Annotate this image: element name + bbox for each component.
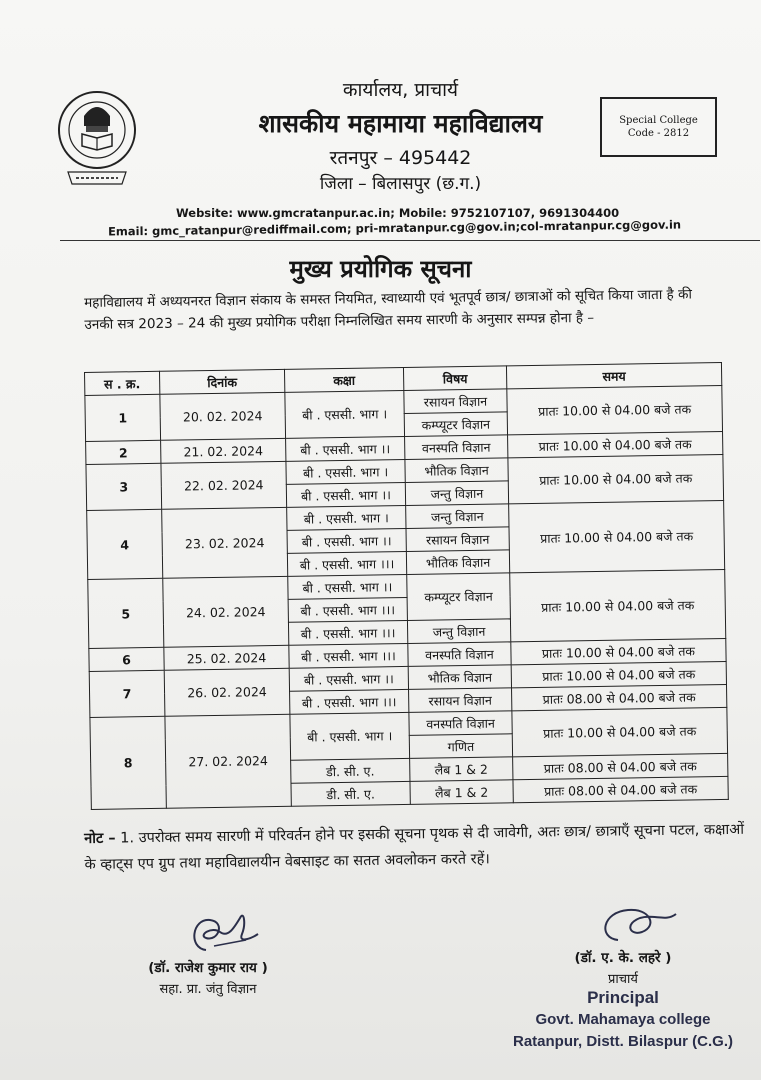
cell-time: प्रातः 10.00 से 04.00 बजे तक xyxy=(511,638,726,664)
cell-date: 24. 02. 2024 xyxy=(163,576,289,647)
cell-date: 27. 02. 2024 xyxy=(165,714,291,808)
cell-subject: जन्तु विज्ञान xyxy=(405,481,508,506)
cell-subject: भौतिक विज्ञान xyxy=(406,550,509,575)
note-text: 1. उपरोक्त समय सारणी में परिवर्तन होने पर इसकी सूचना पृथक से दी जावेगी, अतः छात्र/ छात्राएँ सूचना पटल, कक्षाओं के व्हाट्स एप ग्रुप तथा महाविद्यालयीन वेबसाइट का सतत अवलोकन करते रहें। xyxy=(84,821,745,873)
cell-class: बी . एससी. भाग ।। xyxy=(286,436,405,461)
cell-subject: जन्तु विज्ञान xyxy=(407,619,510,644)
email-line: Email: gmc_ratanpur@rediffmail.com; pri-mratanpur.cg@gov.in;col-mratanpur.cg@gov.in xyxy=(107,217,682,239)
cell-class: बी . एससी. भाग । xyxy=(290,712,410,760)
right-signatory-designation: प्राचार्य xyxy=(608,972,638,987)
cell-subject: जन्तु विज्ञान xyxy=(406,504,509,529)
cell-subject: रसायन विज्ञान xyxy=(404,389,507,414)
cell-subject: कम्प्यूटर विज्ञान xyxy=(407,573,511,621)
header-subject: विषय xyxy=(403,366,506,391)
schedule-table xyxy=(84,362,729,810)
cell-date: 20. 02. 2024 xyxy=(160,392,286,440)
cell-class: बी . एससी. भाग ।।। xyxy=(290,689,409,714)
college-code-box xyxy=(600,97,717,157)
cell-date: 22. 02. 2024 xyxy=(161,461,287,509)
header-time: समय xyxy=(506,362,721,388)
header-divider xyxy=(60,240,760,241)
signature-block-left xyxy=(118,898,298,997)
cell-time: प्रातः 10.00 से 04.00 बजे तक xyxy=(509,500,725,572)
notice-intro: महाविद्यालय में अध्ययनरत विज्ञान संकाय के समस्त नियमित, स्वाध्यायी एवं भूतपूर्व छात्र/ छात्राओं को सूचित किया जाता है की उनकी सत्र 2023 – 24 की मुख्य प्रयोगिक परीक्षा निम्नलिखित समय सारणी के अनुसार सम्पन्न होना है – xyxy=(84,286,693,333)
cell-class: बी . एससी. भाग ।।। xyxy=(288,597,407,622)
cell-class: बी . एससी. भाग ।। xyxy=(287,528,406,553)
cell-subject: लैब 1 & 2 xyxy=(410,780,513,805)
cell-serial: 2 xyxy=(86,440,161,464)
cell-class: बी . एससी. भाग । xyxy=(286,459,405,484)
stamp-line-1: Principal xyxy=(587,988,659,1007)
cell-time: प्रातः 08.00 से 04.00 बजे तक xyxy=(513,776,728,802)
stamp-line-3: Ratanpur, Distt. Bilaspur (C.G.) xyxy=(512,1033,734,1050)
cell-serial: 3 xyxy=(86,463,162,510)
notice-title: मुख्य प्रयोगिक सूचना xyxy=(289,255,472,283)
cell-subject: लैब 1 & 2 xyxy=(410,757,513,782)
code-line-1: Special College xyxy=(619,115,698,126)
note-paragraph xyxy=(84,817,745,878)
cell-time: प्रातः 08.00 से 04.00 बजे तक xyxy=(513,753,728,779)
cell-subject: कम्प्यूटर विज्ञान xyxy=(404,412,507,437)
left-signatory-designation: सहा. प्रा. जंतु विज्ञान xyxy=(159,982,257,997)
schedule-table-wrapper xyxy=(84,362,729,810)
cell-subject: रसायन विज्ञान xyxy=(409,688,512,713)
cell-time: प्रातः 10.00 से 04.00 बजे तक xyxy=(510,569,726,641)
cell-serial: 4 xyxy=(87,509,163,579)
header-date: दिनांक xyxy=(159,369,284,394)
cell-subject: भौतिक विज्ञान xyxy=(405,458,508,483)
cell-subject: वनस्पति विज्ञान xyxy=(405,435,508,460)
website-mobile-line: Website: www.gmcratanpur.ac.in; Mobile: 9752107107, 9691304400 xyxy=(176,206,620,220)
cell-time: प्रातः 10.00 से 04.00 बजे तक xyxy=(508,431,723,457)
cell-subject: रसायन विज्ञान xyxy=(406,527,509,552)
cell-class: डी. सी. ए. xyxy=(291,781,410,806)
note-label: नोट – xyxy=(84,830,116,847)
cell-time: प्रातः 10.00 से 04.00 बजे तक xyxy=(511,661,726,687)
cell-class: बी . एससी. भाग ।। xyxy=(289,666,408,691)
cell-class: बी . एससी. भाग ।। xyxy=(286,482,405,507)
office-heading: कार्यालय, प्राचार्य xyxy=(342,79,459,101)
code-line-2: Code - 2812 xyxy=(627,128,690,139)
cell-subject: वनस्पति विज्ञान xyxy=(408,642,511,667)
signature-icon xyxy=(118,898,298,958)
cell-date: 21. 02. 2024 xyxy=(161,438,286,463)
cell-class: बी . एससी. भाग । xyxy=(287,505,406,530)
cell-serial: 8 xyxy=(90,716,166,809)
cell-date: 26. 02. 2024 xyxy=(164,668,290,716)
cell-class: बी . एससी. भाग ।। xyxy=(288,574,407,599)
cell-time: प्रातः 08.00 से 04.00 बजे तक xyxy=(512,684,727,710)
cell-date: 23. 02. 2024 xyxy=(162,507,288,578)
header-serial: स . क्र. xyxy=(85,371,160,395)
cell-subject: वनस्पति विज्ञान xyxy=(409,711,512,736)
cell-subject: गणित xyxy=(409,734,512,759)
cell-class: डी. सी. ए. xyxy=(291,758,410,783)
cell-class: बी . एससी. भाग ।।। xyxy=(289,643,408,668)
cell-time: प्रातः 10.00 से 04.00 बजे तक xyxy=(508,454,724,503)
stamp-line-2: Govt. Mahamaya college xyxy=(535,1011,711,1028)
cell-serial: 1 xyxy=(85,394,161,441)
cell-serial: 7 xyxy=(89,670,165,717)
cell-time: प्रातः 10.00 से 04.00 बजे तक xyxy=(507,385,723,434)
cell-time: प्रातः 10.00 से 04.00 बजे तक xyxy=(512,707,728,756)
principal-stamp xyxy=(488,987,758,1053)
left-signatory-name: (डॉ. राजेश कुमार राय ) xyxy=(148,960,268,976)
college-name: शासकीय महामाया महाविद्यालय xyxy=(258,109,543,138)
signature-block-right xyxy=(488,900,758,1053)
right-signatory-name: (डॉ. ए. के. लहरे ) xyxy=(574,950,672,966)
cell-subject: भौतिक विज्ञान xyxy=(408,665,511,690)
cell-class: बी . एससी. भाग ।।। xyxy=(287,551,406,576)
cell-date: 25. 02. 2024 xyxy=(164,645,289,670)
cell-class: बी . एससी. भाग । xyxy=(285,390,405,438)
cell-class: बी . एससी. भाग ।।। xyxy=(288,620,407,645)
cell-serial: 6 xyxy=(89,647,164,671)
signature-icon xyxy=(488,900,758,948)
college-city: रतनपुर – 495442 xyxy=(329,147,472,169)
cell-serial: 5 xyxy=(88,578,164,648)
college-district: जिला – बिलासपुर (छ.ग.) xyxy=(319,174,482,194)
header-class: कक्षा xyxy=(284,367,403,392)
